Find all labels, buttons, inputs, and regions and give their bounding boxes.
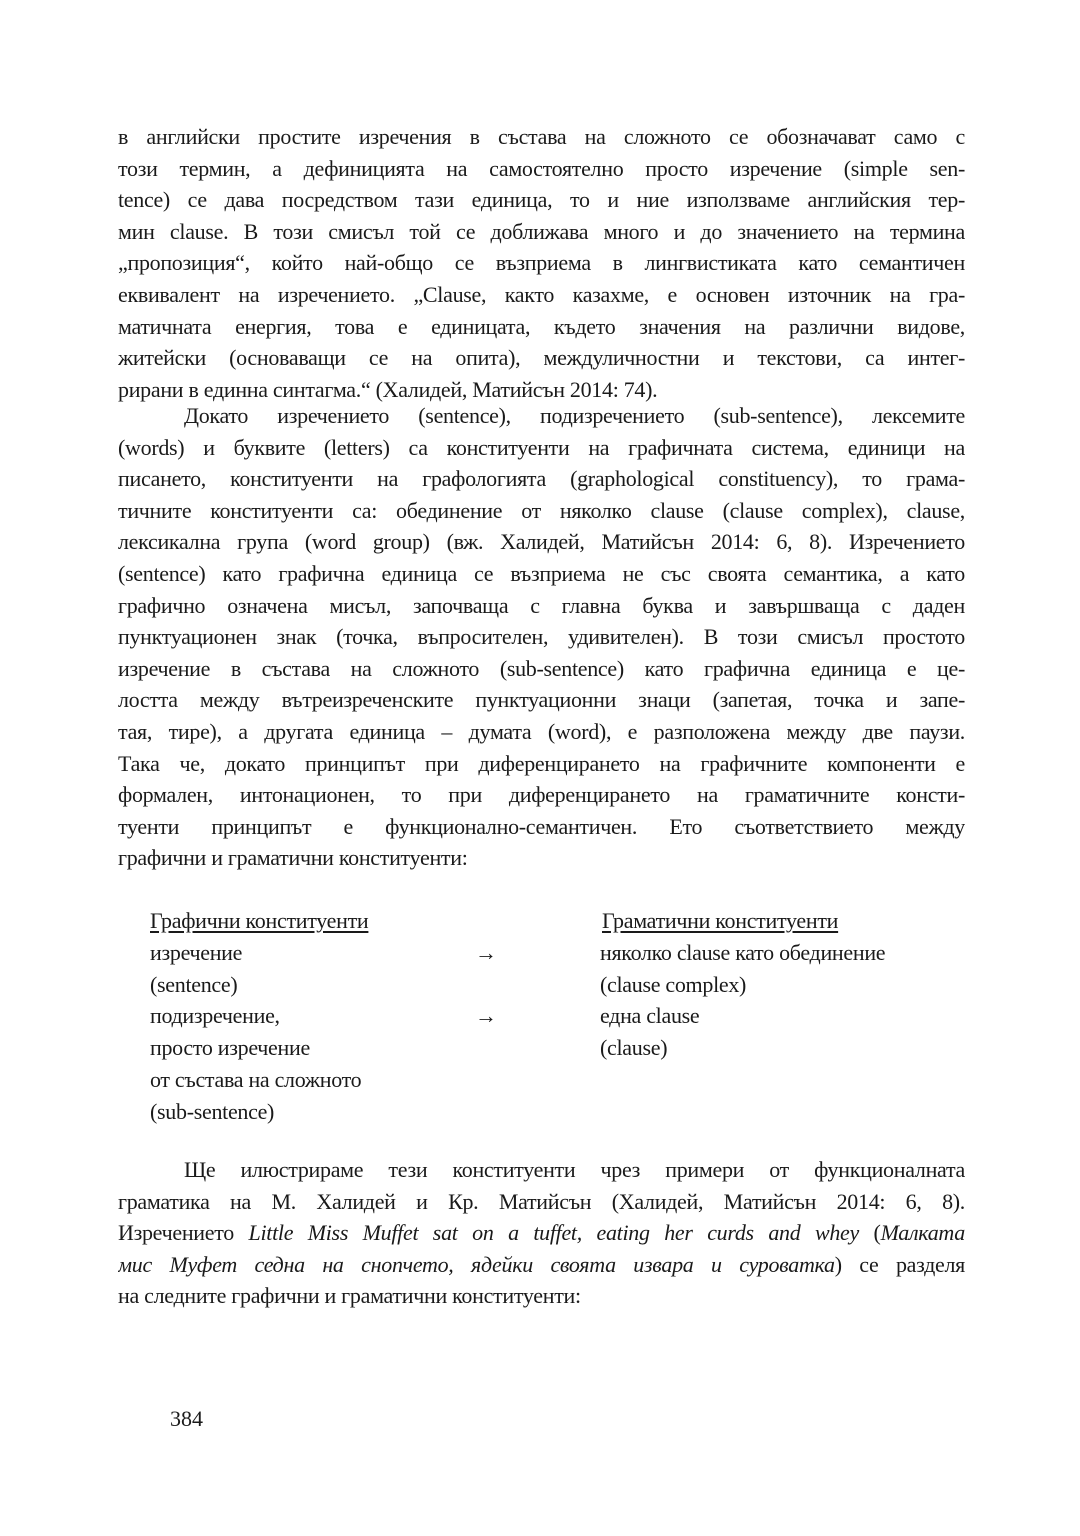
example-translation: мис Муфет седна на снопчето, ядейки своята извара и суроватка — [118, 1251, 835, 1277]
text-line: мин clause. В този смисъл той се доближава много и до значението на термина — [118, 218, 965, 244]
page-number: 384 — [170, 1406, 203, 1431]
paragraph-3 — [118, 1154, 965, 1312]
header-graphic-constituents: Графични конституенти — [150, 908, 369, 933]
text-line: рирани в единна синтагма.“ (Халидей, Матийсън 2014: 74). — [118, 376, 658, 402]
text-line: тичните конституенти са: обединение от няколко clause (clause complex), clause, — [118, 497, 965, 523]
text-line: житейски (основаващи се на опита), междуличностни и текстови, са интег- — [118, 345, 965, 371]
text-line: Докато изречението (sentence), подизречението (sub-sentence), лексемите — [184, 403, 965, 428]
example-translation-start: Малката — [880, 1220, 965, 1246]
graphic-constituent: (sub-sentence) — [150, 1098, 275, 1124]
text-line: матичната енергия, това е единицата, където значения на различни видове, — [118, 313, 965, 339]
table-row — [150, 937, 970, 969]
text-line: в английски простите изречения в състава на сложното се обозначават само с — [118, 124, 965, 149]
arrow-icon: → — [475, 1003, 497, 1029]
header-grammatical-constituents: Граматични конституенти — [602, 908, 839, 933]
graphic-constituent: подизречение, — [150, 1003, 280, 1029]
text-span: ) се разделя — [834, 1251, 965, 1277]
text-line: (sentence) като графична единица се възприема не със своята семантика, а като — [118, 560, 965, 586]
graphic-constituent: (sentence) — [150, 971, 238, 997]
text-line: писането, конституенти на графологията (graphological constituency), то грама- — [118, 466, 965, 492]
grammatical-constituent: една clause — [600, 1003, 700, 1029]
grammatical-constituent: няколко clause като обединение — [600, 939, 886, 965]
paragraph-2 — [118, 400, 965, 874]
text-line: лостта между вътреизреченските пунктуационни знаци (запетая, точка и запе- — [118, 687, 965, 713]
text-line: този термин, а дефиницията на самостоятелно просто изречение (simple sen- — [118, 155, 965, 181]
constituents-table — [150, 905, 970, 1128]
text-line: пунктуационен знак (точка, въпросителен, удивителен). В този смисъл простото — [118, 624, 965, 650]
table-row — [150, 1032, 970, 1064]
text-line: графични и граматични конституенти: — [118, 845, 468, 871]
table-row — [150, 1064, 970, 1096]
text-line: изречение в състава на сложното (sub-sentence) като графична единица е це- — [118, 655, 965, 681]
text-line: лексикална група (word group) (вж. Халидей, Матийсън 2014: 6, 8). Изречението — [118, 529, 965, 555]
graphic-constituent: изречение — [150, 939, 243, 965]
table-header — [150, 905, 970, 937]
arrow-icon: → — [475, 939, 497, 965]
text-span: Изречението — [118, 1220, 249, 1246]
text-line: формален, интонационен, то при диференцирането на граматичните консти- — [118, 782, 965, 808]
table-row — [150, 1000, 970, 1032]
text-line: тая, тире), а другата единица – думата (word), е разположена между две паузи. — [118, 718, 965, 744]
table-row — [150, 1096, 970, 1128]
text-line: графично означена мисъл, започваща с главна буква и завършваща с даден — [118, 592, 965, 618]
graphic-constituent: просто изречение — [150, 1035, 310, 1061]
table-row — [150, 969, 970, 1001]
text-line: Ще илюстрираме тези конституенти чрез примери от функционалната — [184, 1157, 965, 1182]
grammatical-constituent: (clause) — [600, 1035, 668, 1061]
text-line — [118, 1217, 965, 1249]
text-line: туенти принципът е функционално-семантичен. Ето съответствието между — [118, 813, 965, 839]
text-line: Така че, докато принципът при диференцирането на графичните компоненти е — [118, 750, 965, 776]
text-line: tence) се дава посредством тази единица, то и ние използваме английския тер- — [118, 187, 965, 213]
example-sentence-english: Little Miss Muffet sat on a tuffet, eating her curds and whey — [248, 1220, 859, 1246]
graphic-constituent: от състава на сложното — [150, 1066, 362, 1092]
text-span: ( — [858, 1220, 881, 1246]
grammatical-constituent: (clause complex) — [600, 971, 747, 997]
paragraph-1 — [118, 121, 965, 405]
text-line — [118, 1249, 965, 1281]
text-line: „пропозиция“, който най-общо се възприема в лингвистиката като семантичен — [118, 250, 965, 276]
text-line: (words) и буквите (letters) са конституенти на графичната система, единици на — [118, 434, 965, 460]
text-line: на следните графични и граматични конституенти: — [118, 1283, 581, 1309]
text-line: граматика на М. Халидей и Кр. Матийсън (Халидей, Матийсън 2014: 6, 8). — [118, 1188, 965, 1214]
text-line: еквивалент на изречението. „Clause, както казахме, е основен източник на гра- — [118, 281, 965, 307]
